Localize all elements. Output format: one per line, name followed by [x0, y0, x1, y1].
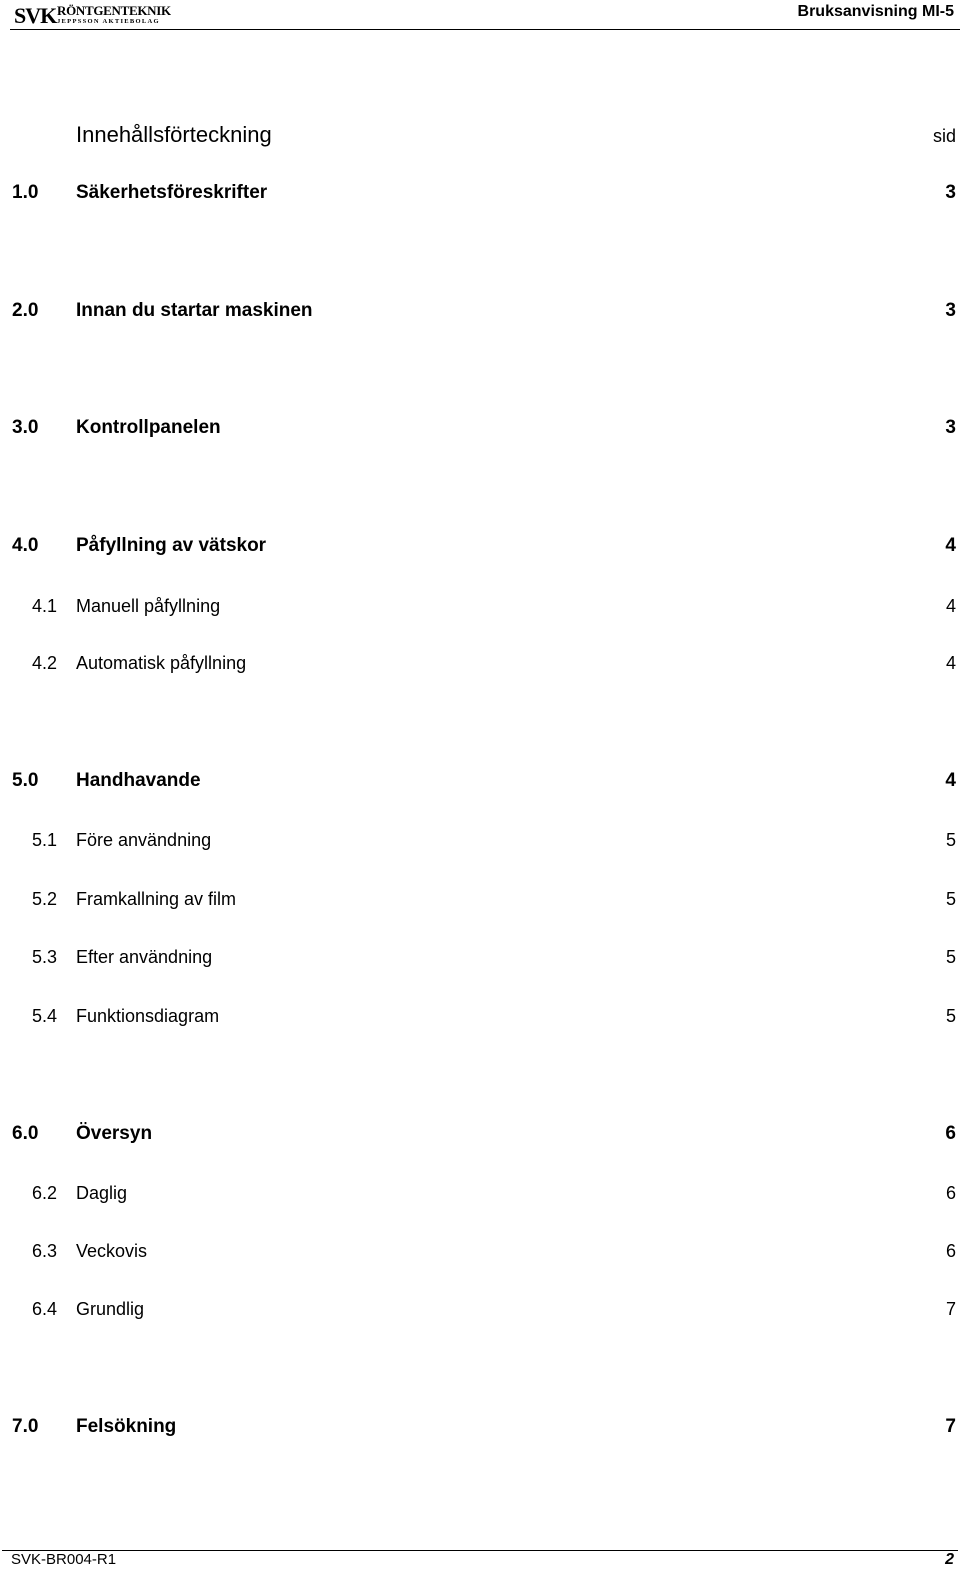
toc-subentry[interactable]	[0, 944, 960, 970]
toc-entry-label: Innan du startar maskinen	[76, 300, 313, 321]
toc-entry-number: 6.0	[12, 1123, 39, 1144]
toc-entry-page: 5	[945, 947, 956, 967]
toc-entry-label: Kontrollpanelen	[76, 417, 221, 438]
toc-entry-page: 4	[945, 770, 956, 791]
toc-entry[interactable]	[0, 768, 960, 794]
header-divider	[10, 29, 960, 30]
toc-entry-label: Efter användning	[76, 947, 213, 967]
logo-company-subtitle: JEPPSSON AKTIEBOLAG	[57, 18, 160, 25]
toc-entry-number: 6.2	[32, 1183, 58, 1203]
toc-entry-number: 6.4	[32, 1299, 58, 1319]
page-header	[10, 2, 956, 28]
toc-entry-page: 3	[945, 417, 956, 438]
toc-entry-label: Framkallning av film	[76, 889, 237, 909]
toc-entry-page: 7	[945, 1416, 956, 1437]
toc-subentry[interactable]	[0, 650, 960, 676]
toc-entry[interactable]	[0, 298, 960, 324]
toc-entry-page: 4	[945, 653, 956, 673]
toc-entry-label: Före användning	[76, 830, 212, 850]
document-code: SVK-BR004-R1	[11, 1551, 117, 1568]
toc-entry-label: Daglig	[76, 1183, 128, 1203]
toc-page-column-label: sid	[932, 126, 956, 146]
logo-svk-text: SVK	[14, 3, 57, 28]
toc-entry-number: 5.3	[32, 947, 58, 967]
toc-entry-number: 7.0	[12, 1416, 39, 1437]
toc-entry-number: 3.0	[12, 417, 39, 438]
toc-entry-page: 4	[945, 535, 956, 556]
toc-entry-number: 4.2	[32, 653, 58, 673]
toc-subentry[interactable]	[0, 1003, 960, 1029]
toc-entry[interactable]	[0, 1414, 960, 1440]
toc-entry-number: 5.0	[12, 770, 39, 791]
toc-entry-page: 3	[945, 182, 956, 203]
toc-entry-number: 1.0	[12, 182, 39, 203]
toc-entry-page: 7	[945, 1299, 956, 1319]
toc-entry-label: Funktionsdiagram	[76, 1006, 220, 1026]
toc-entry-page: 6	[945, 1123, 956, 1144]
toc-entry-number: 5.4	[32, 1006, 58, 1026]
toc-entry-number: 5.2	[32, 889, 58, 909]
toc-entry-page: 3	[945, 300, 956, 321]
toc-entry-number: 5.1	[32, 830, 58, 850]
toc-subentry[interactable]	[0, 1238, 960, 1264]
toc-entry-label: Säkerhetsföreskrifter	[76, 182, 268, 203]
toc-entry-page: 5	[945, 889, 956, 909]
toc-entry-number: 4.0	[12, 535, 39, 556]
toc-entry-page: 5	[945, 1006, 956, 1026]
toc-subentry[interactable]	[0, 1180, 960, 1206]
toc-entry-label: Handhavande	[76, 770, 201, 791]
toc-entry[interactable]	[0, 1121, 960, 1147]
document-title: Bruksanvisning MI-5	[797, 3, 954, 20]
toc-entry-label: Automatisk påfyllning	[76, 653, 247, 673]
toc-entry-label: Översyn	[76, 1123, 153, 1144]
toc-entry-label: Påfyllning av vätskor	[76, 535, 267, 556]
toc-subentry[interactable]	[0, 827, 960, 853]
toc-subentry[interactable]	[0, 1296, 960, 1322]
toc-entry[interactable]	[0, 415, 960, 441]
toc-entry-number: 4.1	[32, 596, 58, 616]
toc-entry-number: 6.3	[32, 1241, 58, 1261]
page-number: 2	[945, 1551, 954, 1568]
toc-subentry[interactable]	[0, 886, 960, 912]
toc-entry-page: 4	[945, 596, 956, 616]
toc-heading: Innehållsförteckning	[76, 122, 272, 147]
toc-entry[interactable]	[0, 180, 960, 206]
toc-entry-page: 5	[945, 830, 956, 850]
toc-entry-page: 6	[945, 1183, 956, 1203]
toc-entry-label: Grundlig	[76, 1299, 145, 1319]
toc-entry-page: 6	[945, 1241, 956, 1261]
toc-entry[interactable]	[0, 533, 960, 559]
toc-entry-number: 2.0	[12, 300, 39, 321]
toc-entry-label: Veckovis	[76, 1241, 148, 1261]
toc-subentry[interactable]	[0, 593, 960, 619]
page-footer	[2, 1550, 958, 1569]
logo-company-name: RÖNTGENTEKNIK	[57, 3, 171, 18]
toc-entry-label: Manuell påfyllning	[76, 596, 221, 616]
toc-entry-label: Felsökning	[76, 1416, 177, 1437]
